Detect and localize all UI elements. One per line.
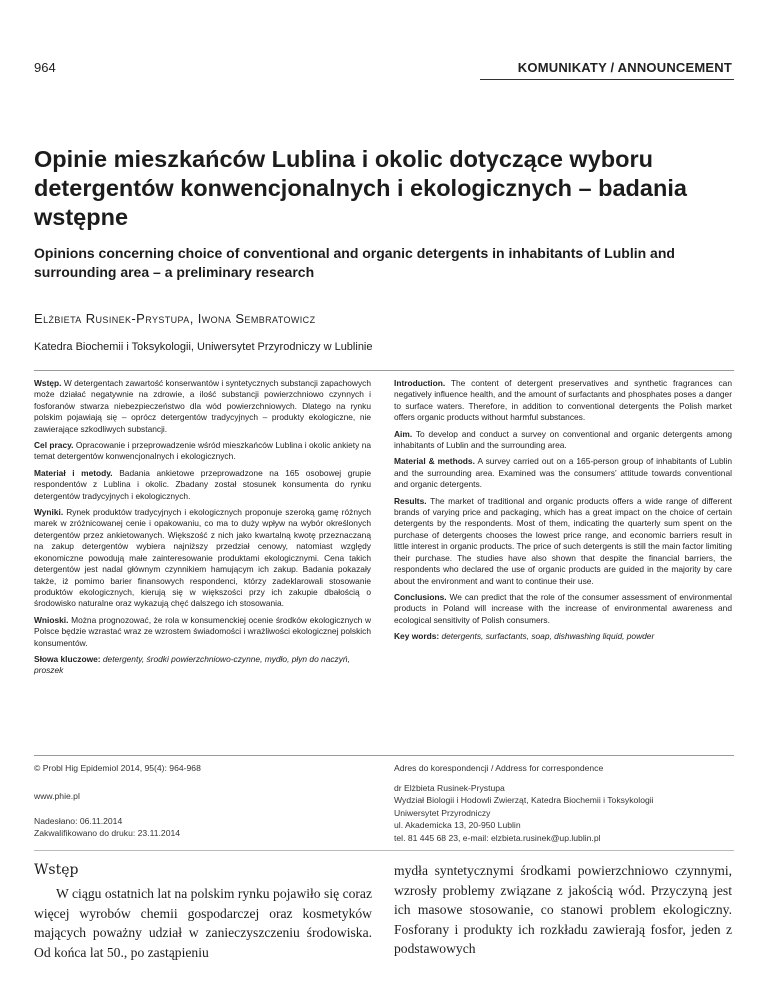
abstract-label: Materiał i metody. bbox=[34, 467, 113, 478]
abstract-text: The content of detergent preservatives and synthetic fragrances can negatively influence health, and the amount of surfactants and phosphates poses a danger to surface waters. Therefore, in addition to conventional detergents the Polish market offers organic products without harmful substances. bbox=[394, 378, 732, 423]
body-text-right: mydła syntetycznymi środkami powierzchniowo czynnymi, wzrosły problemy związane z jakością wód. Przyczyną jest ich masowe stosowanie, co stanowi problem ekologiczny. Fosforany i produkty ich rozkładu zawierają fosfor, jeden z podstawowych bbox=[394, 863, 732, 956]
abstract-label: Material & methods. bbox=[394, 456, 475, 467]
abstract-label: Conclusions. bbox=[394, 591, 447, 602]
accepted-date: Zakwalifikowano do druku: 23.11.2014 bbox=[34, 828, 181, 839]
abstract-text: Rynek produktów tradycyjnych i ekologicznych proponuje szeroką gamę różnych marek w zróżnicowanej cenie i opakowaniu, co ma to duży wpływ na wybór określonych detergentów przez ankietowanych. Większość z nich jako kwartalną kwotę przeznaczaną na zakup detergentów wybiera najniższy przedział cenowy, natomiast względy ekonomiczne powodują małe zainteresowanie produktami ekologicznymi. Cena takich detergentów jest nadal głównym czynnikiem hamującym ich zakup. Badania pokazały także, iż pomimo barier finansowych respondenci, którzy zadeklarowali stosowanie produktów ekologicznych, kierują się w większości przy ich zakupie dbałością o środowisko naturalne oraz wykazują chęć dalszego ich stosowania. bbox=[34, 507, 372, 609]
keywords-pl: detergenty, środki powierzchniowo-czynne, mydło, płyn do naczyń, proszek bbox=[34, 653, 350, 676]
abstract-text: A survey carried out on a 165-person group of inhabitants of Lublin and the surrounding area. Examined was the consumers’ attitude towards conventional and organic detergents. bbox=[394, 456, 732, 490]
abstract-label: Results. bbox=[394, 495, 427, 506]
article-title-pl: Opinie mieszkańców Lublina i okolic dotyczące wyboru detergentów konwencjonalnych i ekologicznych – badania wstępne bbox=[34, 146, 687, 230]
section-heading: Wstęp bbox=[34, 862, 79, 878]
abstract-pl bbox=[34, 378, 371, 682]
abstract-label: Cel pracy. bbox=[34, 440, 74, 451]
divider bbox=[34, 850, 734, 851]
abstract-text: Opracowanie i przeprowadzenie wśród mieszkańców Lublina i okolic ankiety na temat detergentów konwencjonalnych i ekologicznych. bbox=[34, 440, 372, 462]
correspondence-heading: Adres do korespondencji / Address for correspondence bbox=[394, 763, 604, 773]
abstract-en bbox=[394, 378, 732, 648]
header-rule bbox=[480, 79, 734, 80]
corr-dept: Wydział Biologii i Hodowli Zwierząt, Katedra Biochemii i Toksykologii bbox=[394, 795, 654, 806]
body-text-left: W ciągu ostatnich lat na polskim rynku pojawiło się coraz więcej wyrobów chemii gospodarczej oraz kosmetyków mających poważny udział w zanieczyszczeniu środowiska. Od końca lat 50., po zastąpieniu bbox=[34, 886, 372, 960]
abstract-label: Aim. bbox=[394, 428, 413, 439]
abstract-label: Wstęp. bbox=[34, 378, 62, 388]
citation: © Probl Hig Epidemiol 2014, 95(4): 964-968 bbox=[34, 763, 201, 773]
authors: Elżbieta Rusinek-Prystupa, Iwona Sembratowicz bbox=[34, 311, 316, 326]
article-title-en: Opinions concerning choice of conventional and organic detergents in inhabitants of Lublin and surrounding area – a preliminary research bbox=[34, 245, 675, 280]
abstract-text: Można prognozować, że rola w konsumenckiej ocenie środków ekologicznych w Polsce będzie wzrastać wraz ze wzrostem świadomości i wrażliwości ekologicznej polskich konsumentów. bbox=[34, 614, 371, 648]
corr-uni: Uniwersytet Przyrodniczy bbox=[394, 807, 491, 818]
abstract-text: The market of traditional and organic products offers a wide range of different brands of varying price and packaging, which has a great impact on the choice of certain detergents by the respondents. Most of them, indicating the quarterly sum spent on the purchase of detergents chooses the lowest price range, and economic barriers result in little interest in organic products. The price of such detergents is still the main factor limiting their purchase. The studies have also shown that despite the financial barriers, the respondents who declared the use of organic products are guided in the majority by care about the environment and want to continue their use. bbox=[394, 495, 732, 586]
divider bbox=[34, 755, 734, 756]
corr-contact: tel. 81 445 68 23, e-mail: elzbieta.rusinek@up.lublin.pl bbox=[394, 832, 601, 843]
submitted-date: Nadesłano: 06.11.2014 bbox=[34, 816, 123, 826]
corr-street: ul. Akademicka 13, 20-950 Lublin bbox=[394, 820, 521, 831]
abstract-label: Wyniki. bbox=[34, 507, 64, 518]
correspondence-address bbox=[394, 782, 732, 844]
website-link[interactable]: www.phie.pl bbox=[34, 791, 80, 801]
abstract-text: W detergentach zawartość konserwantów i syntetycznych substancji zapachowych może działać negatywnie na zdrowie, a ilość substancji powierzchniowo czynnych i fosforanów stwarza niebezpieczeństwo dla wód powierzchniowych. Dlatego na rynku polskim pojawiają się – oprócz detergentów tradycyjnych – produkty ekologiczne, nie zawierające szkodliwych substancji. bbox=[34, 378, 372, 434]
abstract-text: To develop and conduct a survey on conventional and organic detergents among inhabitants of Lublin and the surrounding area. bbox=[394, 428, 732, 451]
keywords-en: detergents, surfactants, soap, dishwashing liquid, powder bbox=[441, 631, 655, 642]
keywords-label-en: Key words: bbox=[394, 631, 440, 642]
corr-name: dr Elżbieta Rusinek-Prystupa bbox=[394, 783, 505, 793]
abstract-text: We can predict that the role of the consumer assessment of environmental products in Poland will increase with the increase of environmental awareness and ecological sensitivity of Polish consumers. bbox=[394, 591, 733, 625]
abstract-text: Badania ankietowe przeprowadzone na 165 osobowej grupie respondentów z Lublina i okolic. Zbadany został stosunek konsumenta do rynku detergentów tradycyjnych i ekologicznych. bbox=[34, 467, 371, 501]
affiliation: Katedra Biochemii i Toksykologii, Uniwersytet Przyrodniczy w Lublinie bbox=[34, 341, 373, 353]
keywords-label-pl: Słowa kluczowe: bbox=[34, 653, 101, 664]
dates bbox=[34, 815, 180, 840]
abstract-label: Wnioski. bbox=[34, 614, 69, 625]
abstract-label: Introduction. bbox=[394, 378, 446, 388]
section-label: KOMUNIKATY / ANNOUNCEMENT bbox=[517, 60, 732, 75]
page-number: 964 bbox=[34, 60, 56, 75]
divider bbox=[34, 370, 734, 371]
